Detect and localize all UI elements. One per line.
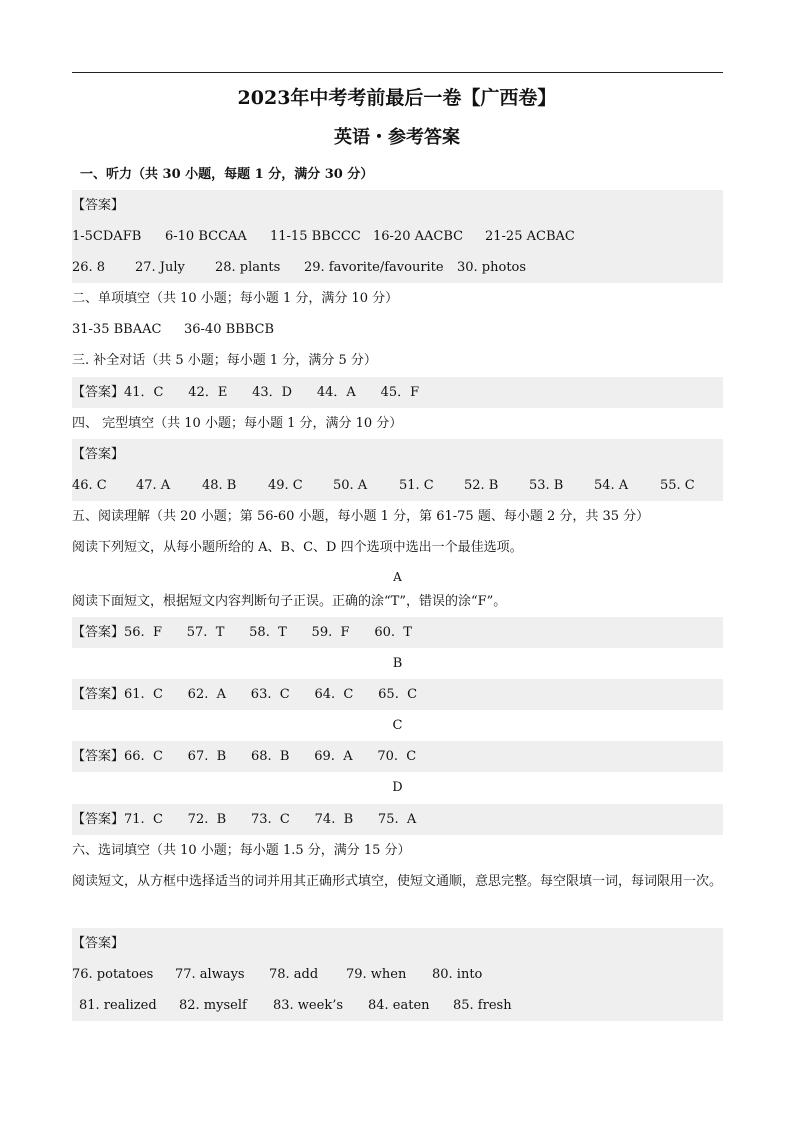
s5-part-d-answers: 【答案】71. C 72. B 73. C 74. B 75. A: [72, 804, 723, 835]
answer-item: 85. fresh: [453, 998, 512, 1013]
answer-item: 77. always: [175, 967, 245, 982]
answer-item: 48. B: [202, 478, 237, 493]
s5-part-b-label: B: [392, 656, 403, 671]
answer-item: 51. C: [399, 478, 434, 493]
answer-item: 49. C: [268, 478, 303, 493]
answer-item: 11-15 BBCCC: [270, 229, 361, 244]
s5-part-c-answers: 【答案】66. C 67. B 68. B 69. A 70. C: [72, 741, 723, 772]
answer-item: 80. into: [432, 967, 483, 982]
s6-answer-row-2: [72, 990, 723, 1021]
s5-part-b-answers: 【答案】61. C 62. A 63. C 64. C 65. C: [72, 679, 723, 710]
answer-item: 46. C: [72, 478, 107, 493]
s5-part-a-label: A: [393, 570, 402, 584]
answer-item: 26. 8: [72, 260, 106, 275]
answer-item: 52. B: [464, 478, 499, 493]
s4-answer-row: [72, 470, 723, 501]
answer-item: 78. add: [269, 967, 319, 982]
section-4-heading: 四、 完型填空（共 10 小题；每小题 1 分，满分 10 分）: [72, 416, 403, 431]
answer-item: 28. plants: [215, 260, 281, 275]
answer-item: 27. July: [135, 260, 185, 275]
section-1-heading: 一、听力（共 30 小题，每题 1 分，满分 30 分）: [80, 167, 374, 182]
s1-answer-label: 【答案】: [72, 190, 723, 221]
s2-answer-row: [72, 314, 723, 345]
section-3-heading: 三. 补全对话（共 5 小题；每小题 1 分，满分 5 分）: [72, 353, 377, 368]
answer-item: 55. C: [660, 478, 695, 493]
section-5-heading: 五、阅读理解（共 20 小题；第 56-60 小题，每小题 1 分，第 61-75 题、每小题 2 分，共 35 分）: [72, 509, 650, 524]
answer-item: 36-40 BBBCB: [184, 322, 275, 337]
answer-item: 79. when: [346, 967, 407, 982]
s1-answer-row-1: [72, 221, 723, 252]
s6-answer-row-1: [72, 959, 723, 990]
answer-item: 6-10 BCCAA: [165, 229, 247, 244]
s1-answer-row-2: [72, 252, 723, 283]
s5-part-a-instruction: 阅读下面短文，根据短文内容判断句子正误。正确的涂“T”，错误的涂“F”。: [72, 594, 507, 609]
s6-answer-label: 【答案】: [72, 928, 723, 959]
answer-item: 76. potatoes: [72, 967, 154, 982]
page-subtitle: 英语・参考答案: [334, 127, 460, 148]
section-2-heading: 二、单项填空（共 10 小题；每小题 1 分，满分 10 分）: [72, 291, 399, 306]
answer-item: 82. myself: [179, 998, 247, 1013]
s3-answer-row: 【答案】41．C 42．E 43．D 44．A 45．F: [72, 377, 723, 408]
answer-item: 81. realized: [79, 998, 157, 1013]
s5-part-c-label: C: [392, 718, 403, 733]
top-rule: [72, 72, 723, 73]
answer-item: 47. A: [136, 478, 171, 493]
s6-instruction: 阅读短文，从方框中选择适当的词并用其正确形式填空，使短文通顺，意思完整。每空限填一词，每词限用一次。: [72, 874, 723, 889]
s4-answer-label: 【答案】: [72, 439, 723, 470]
answer-item: 53. B: [529, 478, 564, 493]
s5-instruction: 阅读下列短文，从每小题所给的 A、B、C、D 四个选项中选出一个最佳选项。: [72, 540, 523, 555]
s5-part-a-answers: 【答案】56. F 57. T 58. T 59. F 60. T: [72, 617, 723, 648]
answer-item: 30. photos: [457, 260, 527, 275]
answer-item: 31-35 BBAAC: [72, 322, 162, 337]
answer-item: 21-25 ACBAC: [485, 229, 575, 244]
page-title: 2023年中考考前最后一卷【广西卷】: [237, 87, 557, 109]
answer-item: 16-20 AACBC: [373, 229, 464, 244]
section-6-heading: 六、选词填空（共 10 小题；每小题 1.5 分，满分 15 分）: [72, 843, 411, 858]
s5-part-d-label: D: [392, 780, 403, 795]
answer-item: 83. week’s: [273, 998, 344, 1013]
answer-item: 54. A: [594, 478, 629, 493]
answer-item: 84. eaten: [368, 998, 430, 1013]
answer-item: 29. favorite/favourite: [304, 260, 444, 275]
answer-item: 1-5CDAFB: [72, 229, 142, 244]
answer-item: 50. A: [333, 478, 368, 493]
